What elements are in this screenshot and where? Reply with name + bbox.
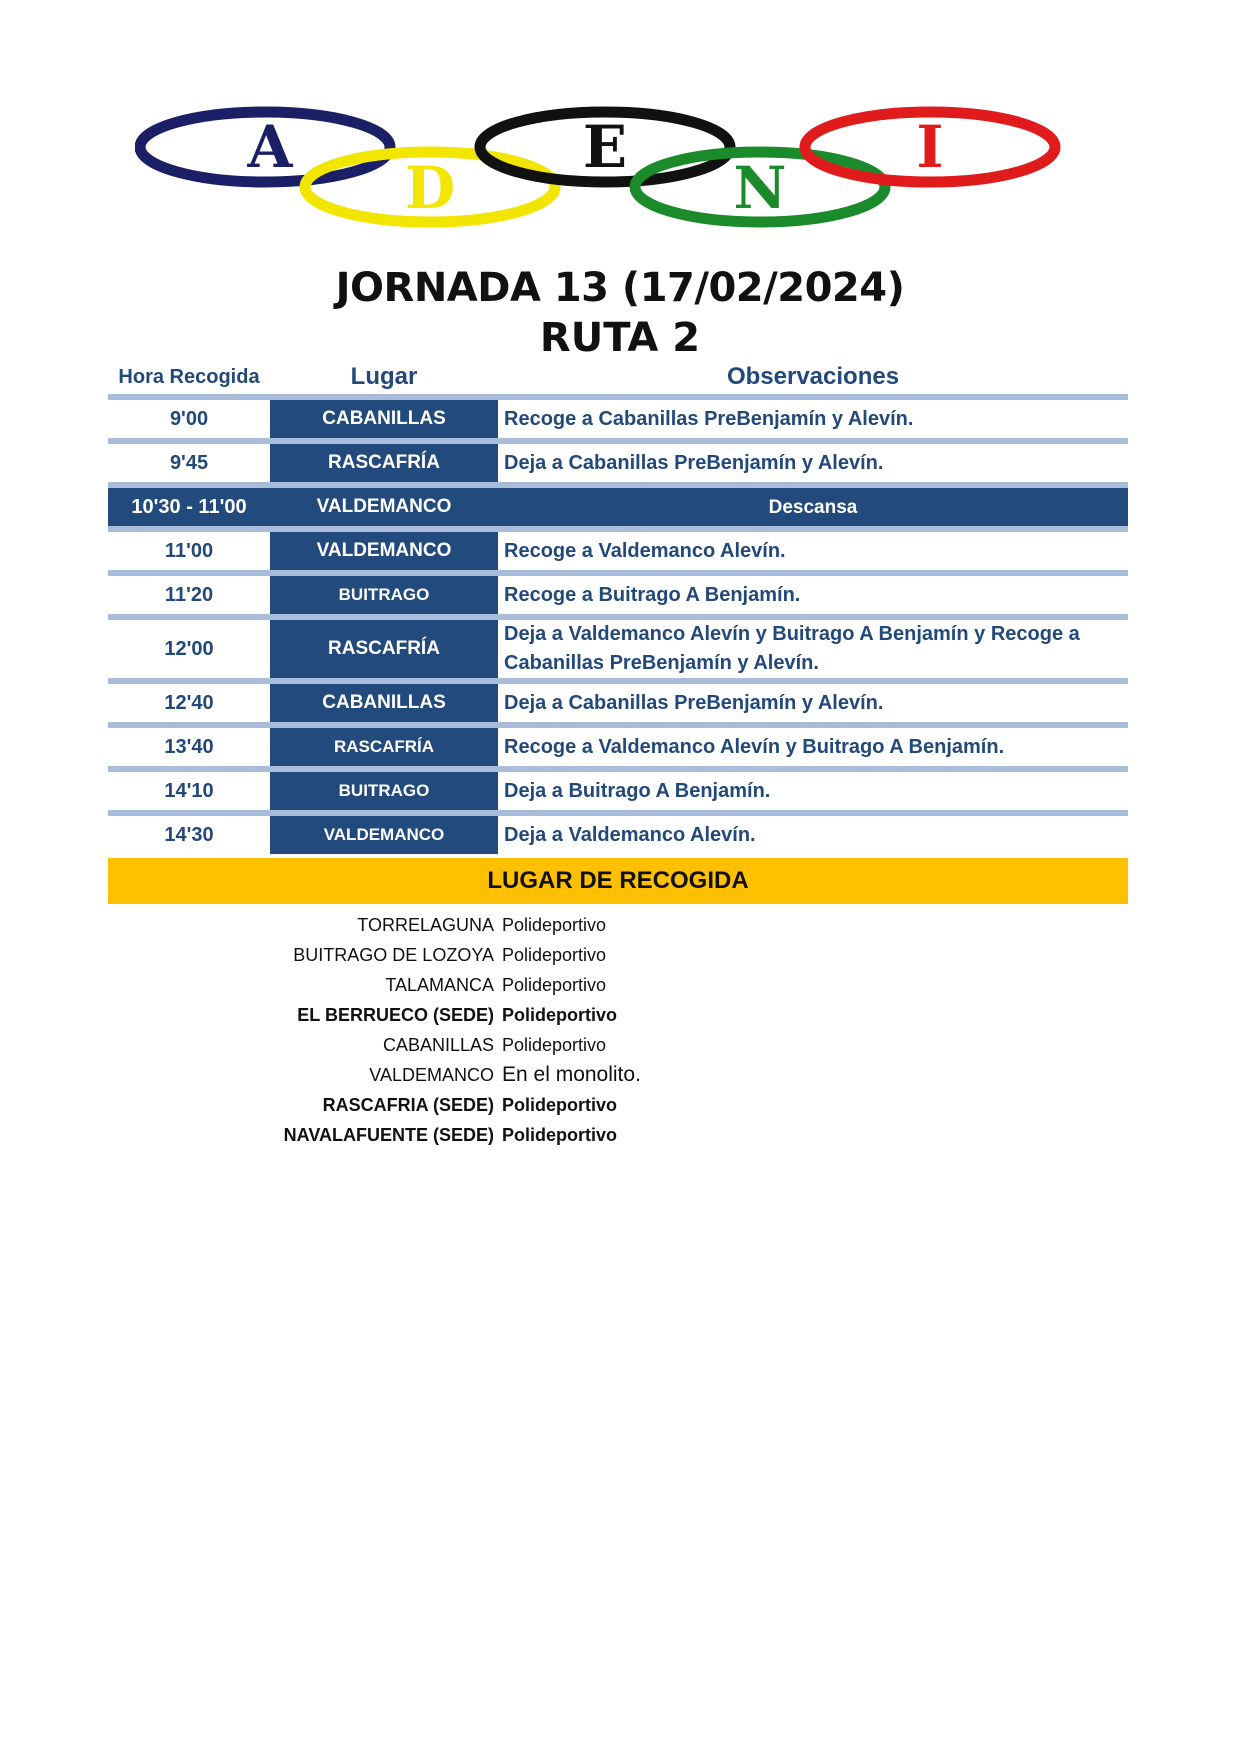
schedule-table [108,394,1128,854]
obs-cell: Deja a Buitrago A Benjamín. [504,779,771,802]
hora-cell: 14'10 [164,779,214,802]
lugar-cell: CABANILLAS [270,400,498,438]
place-name: TALAMANCA [385,974,494,995]
place-name: BUITRAGO DE LOZOYA [293,944,494,965]
hora-cell: 12'00 [164,637,214,660]
obs-cell: Deja a Cabanillas PreBenjamín y Alevín. [504,451,884,474]
list-item [108,1000,1128,1030]
obs-cell: Recoge a Valdemanco Alevín y Buitrago A Benjamín. [504,735,1005,758]
place-name: NAVALAFUENTE (SEDE) [283,1124,494,1145]
pickup-places-list [108,910,1128,1150]
list-item [108,940,1128,970]
list-item [108,910,1128,940]
table-row [108,394,1128,438]
lugar-cell: VALDEMANCO [270,532,498,570]
lugar-cell: VALDEMANCO [270,488,498,526]
list-item [108,1030,1128,1060]
place-location: Polideportivo [502,1004,618,1025]
hora-cell: 9'45 [169,451,209,474]
hora-cell: 11'20 [164,583,214,606]
hora-cell: 9'00 [169,407,209,430]
place-location: En el monolito. [502,1063,641,1086]
logo-letter-i: I [916,113,944,181]
table-row [108,722,1128,766]
adeni-logo [135,105,1065,230]
list-item [108,1120,1128,1150]
table-row-rest [108,482,1128,526]
place-name: CABANILLAS [382,1034,494,1055]
hora-cell: 12'40 [164,691,214,714]
lugar-cell: RASCAFRÍA [270,728,498,766]
obs-cell: Descansa [768,496,858,518]
table-row [108,438,1128,482]
table-row [108,766,1128,810]
table-row [108,678,1128,722]
place-location: Polideportivo [502,1094,618,1115]
table-row [108,810,1128,854]
place-location: Polideportivo [502,944,607,965]
hora-cell: 13'40 [164,735,214,758]
lugar-cell: VALDEMANCO [270,816,498,854]
logo-letter-n: N [733,154,787,222]
lugar-cell: BUITRAGO [270,576,498,614]
hora-cell: 11'00 [164,539,214,562]
route-title: RUTA 2 [539,315,701,361]
place-name: RASCAFRIA (SEDE) [322,1094,494,1115]
logo-letter-d: D [404,154,456,222]
place-name: EL BERRUECO (SEDE) [297,1004,494,1025]
lugar-recogida-banner: LUGAR DE RECOGIDA [108,858,1128,904]
lugar-cell: RASCAFRÍA [270,620,498,678]
table-row [108,526,1128,570]
obs-cell: Deja a Cabanillas PreBenjamín y Alevín. [504,691,884,714]
place-location: Polideportivo [502,974,607,995]
lugar-cell: RASCAFRÍA [270,444,498,482]
header-observaciones: Observaciones [726,363,900,390]
page-title: JORNADA 13 (17/02/2024) [335,265,905,311]
obs-cell: Deja a Valdemanco Alevín y Buitrago A Benjamín y Recoge a Cabanillas PreBenjamín y Alevín. [504,623,1080,674]
place-name: VALDEMANCO [369,1064,494,1085]
header-lugar: Lugar [350,363,418,390]
list-item [108,970,1128,1000]
table-row [108,570,1128,614]
lugar-cell: CABANILLAS [270,684,498,722]
table-row [108,614,1128,678]
hora-cell: 10'30 - 11'00 [131,495,247,518]
place-location: Polideportivo [502,1124,618,1145]
obs-cell: Recoge a Valdemanco Alevín. [504,539,786,562]
lugar-cell: BUITRAGO [270,772,498,810]
place-name: TORRELAGUNA [357,914,494,935]
place-location: Polideportivo [502,1034,607,1055]
list-item [108,1090,1128,1120]
hora-cell: 14'30 [164,823,214,846]
header-hora: Hora Recogida [118,366,260,388]
logo-letter-a: A [247,113,293,181]
list-item [108,1060,1128,1090]
obs-cell: Deja a Valdemanco Alevín. [504,823,756,846]
obs-cell: Recoge a Buitrago A Benjamín. [504,583,801,606]
logo-letter-e: E [582,113,628,181]
obs-cell: Recoge a Cabanillas PreBenjamín y Alevín. [504,407,914,430]
place-location: Polideportivo [502,914,607,935]
